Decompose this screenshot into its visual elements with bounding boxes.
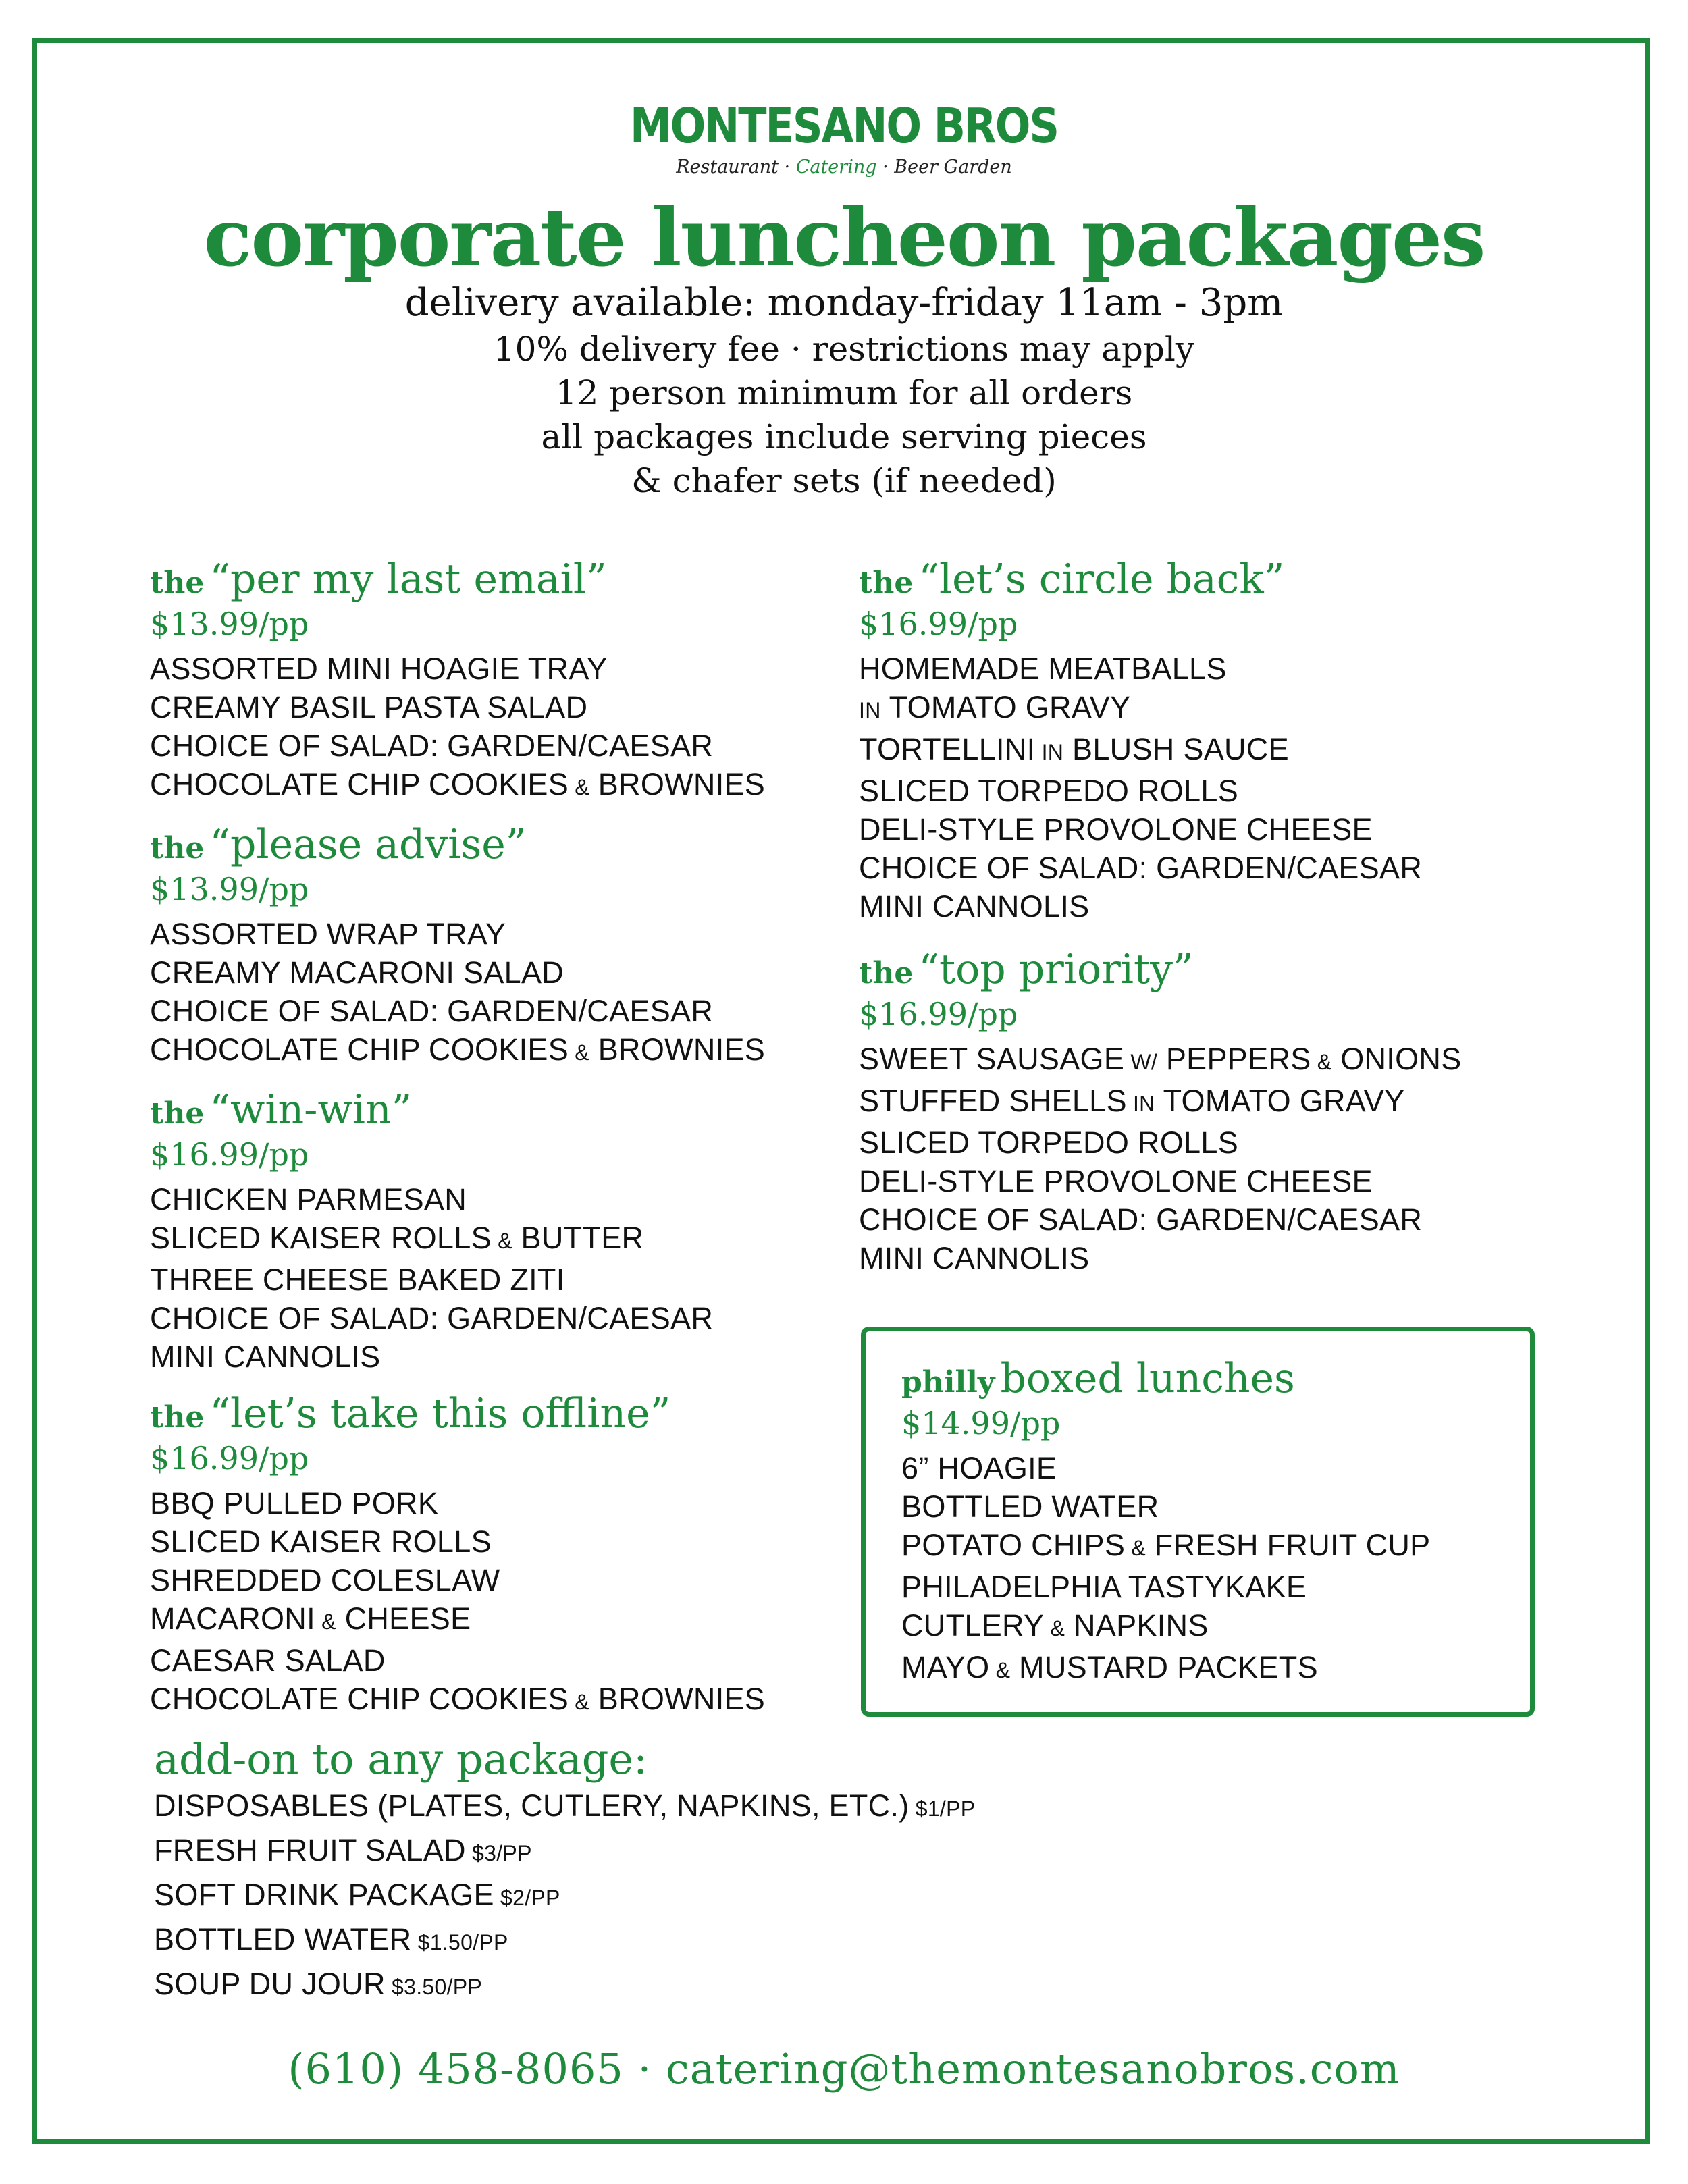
menu-item [859, 1082, 1462, 1123]
item-text: CHEESE [336, 1601, 471, 1636]
menu-item [150, 1522, 765, 1561]
addon-price: $1.50/PP [411, 1930, 508, 1954]
intro-delivery-hours: delivery available: monday-friday 11am - 3pm [404, 281, 1284, 325]
item-text: CHICKEN PARMESAN [150, 1182, 467, 1217]
item-text: CHOCOLATE CHIP COOKIES [150, 1682, 569, 1716]
item-text: MINI CANNOLIS [150, 1339, 381, 1374]
intro-serving-pieces: all packages include serving pieces [541, 417, 1147, 456]
menu-item [150, 1337, 713, 1376]
menu-item [859, 730, 1422, 772]
item-text: TOMATO GRAVY [1155, 1084, 1405, 1118]
menu-item [150, 1484, 765, 1522]
addon-item [154, 1919, 975, 1963]
package-please-advise [150, 820, 765, 1072]
addon-price: $3/PP [465, 1841, 532, 1865]
item-text: CHOCOLATE CHIP COOKIES [150, 767, 569, 801]
item-text: PEPPERS [1157, 1042, 1311, 1076]
item-connector: & [989, 1658, 1011, 1682]
package-prefix: the [150, 1400, 205, 1435]
package-prefix: philly [901, 1365, 995, 1400]
menu-item [150, 1180, 713, 1219]
item-text: TOMATO GRAVY [880, 690, 1131, 724]
package-title [859, 945, 1462, 998]
email-link[interactable]: catering@themontesanobros.com [666, 2044, 1400, 2094]
menu-item [859, 810, 1422, 849]
package-items [150, 1484, 765, 1722]
menu-item [859, 849, 1422, 887]
package-title [859, 555, 1422, 608]
menu-item [859, 1239, 1462, 1277]
menu-item [859, 887, 1422, 926]
menu-item [150, 765, 765, 807]
tagline-catering: Catering [795, 157, 877, 178]
tagline-beer-garden: · Beer Garden [882, 157, 1012, 178]
item-text: MINI CANNOLIS [859, 1241, 1090, 1275]
menu-item [150, 992, 765, 1030]
addon-item [154, 1874, 975, 1919]
package-name: “please advise” [209, 821, 527, 868]
item-connector: & [315, 1609, 336, 1634]
menu-item [859, 1200, 1462, 1239]
item-text: MACARONI [150, 1601, 315, 1636]
package-title [150, 1086, 713, 1138]
item-text: DELI-STYLE PROVOLONE CHEESE [859, 1164, 1373, 1198]
package-items [859, 649, 1422, 926]
menu-item [150, 1680, 765, 1722]
item-connector: & [569, 1690, 589, 1714]
item-text: MINI CANNOLIS [859, 889, 1090, 924]
menu-item [150, 1260, 713, 1299]
item-text: CREAMY MACARONI SALAD [150, 955, 564, 990]
intro-delivery-fee: 10% delivery fee · restrictions may apply [493, 329, 1195, 369]
addon-label: BOTTLED WATER [154, 1922, 412, 1956]
addon-label: SOUP DU JOUR [154, 1967, 386, 2001]
item-text: CAESAR SALAD [150, 1643, 386, 1678]
menu-item [150, 1030, 765, 1072]
intro-minimum: 12 person minimum for all orders [555, 373, 1133, 412]
package-lets-take-this-offline [150, 1389, 765, 1722]
menu-item [150, 915, 765, 953]
tagline-restaurant: Restaurant · [676, 157, 791, 178]
item-text: PHILADELPHIA TASTYKAKE [901, 1570, 1307, 1604]
item-text: DELI-STYLE PROVOLONE CHEESE [859, 812, 1373, 847]
item-text: FRESH FRUIT CUP [1146, 1528, 1431, 1562]
item-text: CHOICE OF SALAD: GARDEN/CAESAR [859, 851, 1423, 885]
item-text: CHOICE OF SALAD: GARDEN/CAESAR [150, 728, 714, 763]
package-items [150, 649, 765, 807]
item-text: MAYO [901, 1650, 990, 1684]
menu-item [859, 1162, 1462, 1200]
item-text: SLICED TORPEDO ROLLS [859, 1125, 1239, 1160]
menu-item [150, 1299, 713, 1337]
item-connector: & [569, 1040, 589, 1065]
menu-item [150, 726, 765, 765]
menu-item [150, 1599, 765, 1641]
addon-title: add-on to any package: [154, 1734, 648, 1784]
item-connector: & [491, 1229, 512, 1253]
item-text: ONIONS [1331, 1042, 1462, 1076]
item-text: BROWNIES [589, 1032, 766, 1067]
item-text: 6” HOAGIE [901, 1451, 1057, 1485]
item-text: BROWNIES [589, 1682, 766, 1716]
menu-item [901, 1526, 1431, 1568]
item-text: BUTTER [512, 1221, 644, 1255]
package-price: $13.99/pp [150, 871, 309, 907]
package-title [150, 820, 765, 873]
addon-price: $3.50/PP [385, 1975, 483, 1999]
package-name: boxed lunches [1000, 1355, 1295, 1402]
item-connector: W/ [1124, 1050, 1158, 1074]
item-text: ASSORTED WRAP TRAY [150, 917, 506, 951]
addon-label: DISPOSABLES (PLATES, CUTLERY, NAPKINS, ETC.) [154, 1788, 909, 1823]
item-text: BROWNIES [589, 767, 766, 801]
package-lets-circle-back [859, 555, 1422, 926]
package-title [150, 1389, 765, 1442]
item-text: STUFFED SHELLS [859, 1084, 1127, 1118]
item-text: SHREDDED COLESLAW [150, 1563, 500, 1597]
item-text: BBQ PULLED PORK [150, 1486, 439, 1520]
brand-tagline [0, 157, 1688, 178]
package-title [150, 555, 765, 608]
package-prefix: the [150, 566, 205, 600]
menu-item [901, 1449, 1431, 1487]
item-text: NAPKINS [1065, 1608, 1209, 1643]
package-price: $16.99/pp [150, 1136, 309, 1173]
menu-item [859, 649, 1422, 688]
menu-item [150, 649, 765, 688]
package-prefix: the [150, 831, 205, 865]
brand-logo: MONTESANO BROS [629, 97, 1059, 155]
menu-item [150, 953, 765, 992]
package-items [901, 1449, 1431, 1690]
item-connector: & [1125, 1536, 1146, 1560]
menu-item [150, 1219, 713, 1260]
package-price: $13.99/pp [150, 606, 309, 642]
item-text: POTATO CHIPS [901, 1528, 1126, 1562]
package-price: $14.99/pp [901, 1405, 1061, 1441]
phone-number[interactable]: (610) 458-8065 [288, 2044, 624, 2094]
item-connector: IN [1035, 740, 1064, 764]
item-text: MUSTARD PACKETS [1010, 1650, 1318, 1684]
addon-price: $1/PP [909, 1796, 976, 1821]
menu-item [150, 1641, 765, 1680]
package-name: “let’s circle back” [918, 556, 1285, 603]
menu-item [150, 688, 765, 726]
addon-label: FRESH FRUIT SALAD [154, 1833, 466, 1867]
package-items [150, 915, 765, 1072]
item-text: BLUSH SAUCE [1063, 732, 1289, 766]
item-connector: IN [1126, 1092, 1155, 1116]
menu-item [901, 1606, 1431, 1648]
item-text: ASSORTED MINI HOAGIE TRAY [150, 651, 608, 686]
addon-item [154, 1963, 975, 2008]
item-text: CHOICE OF SALAD: GARDEN/CAESAR [150, 1301, 714, 1335]
package-prefix: the [150, 1096, 205, 1131]
package-name: “top priority” [918, 946, 1194, 993]
package-items [150, 1180, 713, 1376]
item-text: TORTELLINI [859, 732, 1036, 766]
package-price: $16.99/pp [150, 1440, 309, 1476]
package-items [859, 1040, 1462, 1277]
package-prefix: the [859, 956, 914, 990]
item-connector: & [569, 775, 589, 799]
item-text: BOTTLED WATER [901, 1489, 1159, 1524]
package-title [901, 1354, 1431, 1407]
item-connector: IN [859, 698, 881, 722]
addon-item [154, 1785, 975, 1830]
package-philly-boxed-lunches [901, 1354, 1431, 1690]
addon-section [154, 1734, 975, 2008]
item-text: CHOICE OF SALAD: GARDEN/CAESAR [150, 994, 714, 1028]
item-text: CREAMY BASIL PASTA SALAD [150, 690, 588, 724]
item-text: CHOICE OF SALAD: GARDEN/CAESAR [859, 1202, 1423, 1237]
item-text: SLICED KAISER ROLLS [150, 1524, 492, 1559]
addon-items [154, 1785, 975, 2008]
package-win-win [150, 1086, 713, 1376]
item-text: SLICED KAISER ROLLS [150, 1221, 492, 1255]
contact-footer [0, 2044, 1688, 2094]
item-text: HOMEMADE MEATBALLS [859, 651, 1227, 686]
menu-item [859, 1040, 1462, 1082]
package-top-priority [859, 945, 1462, 1277]
footer-separator: · [637, 2044, 652, 2094]
package-price: $16.99/pp [859, 996, 1018, 1032]
menu-item [859, 772, 1422, 810]
item-text: THREE CHEESE BAKED ZITI [150, 1262, 565, 1297]
package-name: “win-win” [209, 1086, 413, 1134]
package-name: “let’s take this offline” [209, 1390, 671, 1437]
intro-chafer-sets: & chafer sets (if needed) [631, 461, 1057, 500]
menu-item [859, 688, 1422, 730]
item-text: SLICED TORPEDO ROLLS [859, 774, 1239, 808]
package-price: $16.99/pp [859, 606, 1018, 642]
package-prefix: the [859, 566, 914, 600]
menu-item [901, 1648, 1431, 1690]
item-connector: & [1311, 1050, 1332, 1074]
item-text: CHOCOLATE CHIP COOKIES [150, 1032, 569, 1067]
addon-price: $2/PP [494, 1886, 560, 1910]
addon-item [154, 1830, 975, 1874]
package-name: “per my last email” [209, 556, 607, 603]
page-title: corporate luncheon packages [203, 190, 1485, 284]
item-text: CUTLERY [901, 1608, 1045, 1643]
menu-item [901, 1568, 1431, 1606]
menu-item [150, 1561, 765, 1599]
package-per-my-last-email [150, 555, 765, 807]
menu-item [901, 1487, 1431, 1526]
menu-item [859, 1123, 1462, 1162]
addon-label: SOFT DRINK PACKAGE [154, 1877, 494, 1912]
item-text: SWEET SAUSAGE [859, 1042, 1125, 1076]
item-connector: & [1044, 1616, 1065, 1641]
